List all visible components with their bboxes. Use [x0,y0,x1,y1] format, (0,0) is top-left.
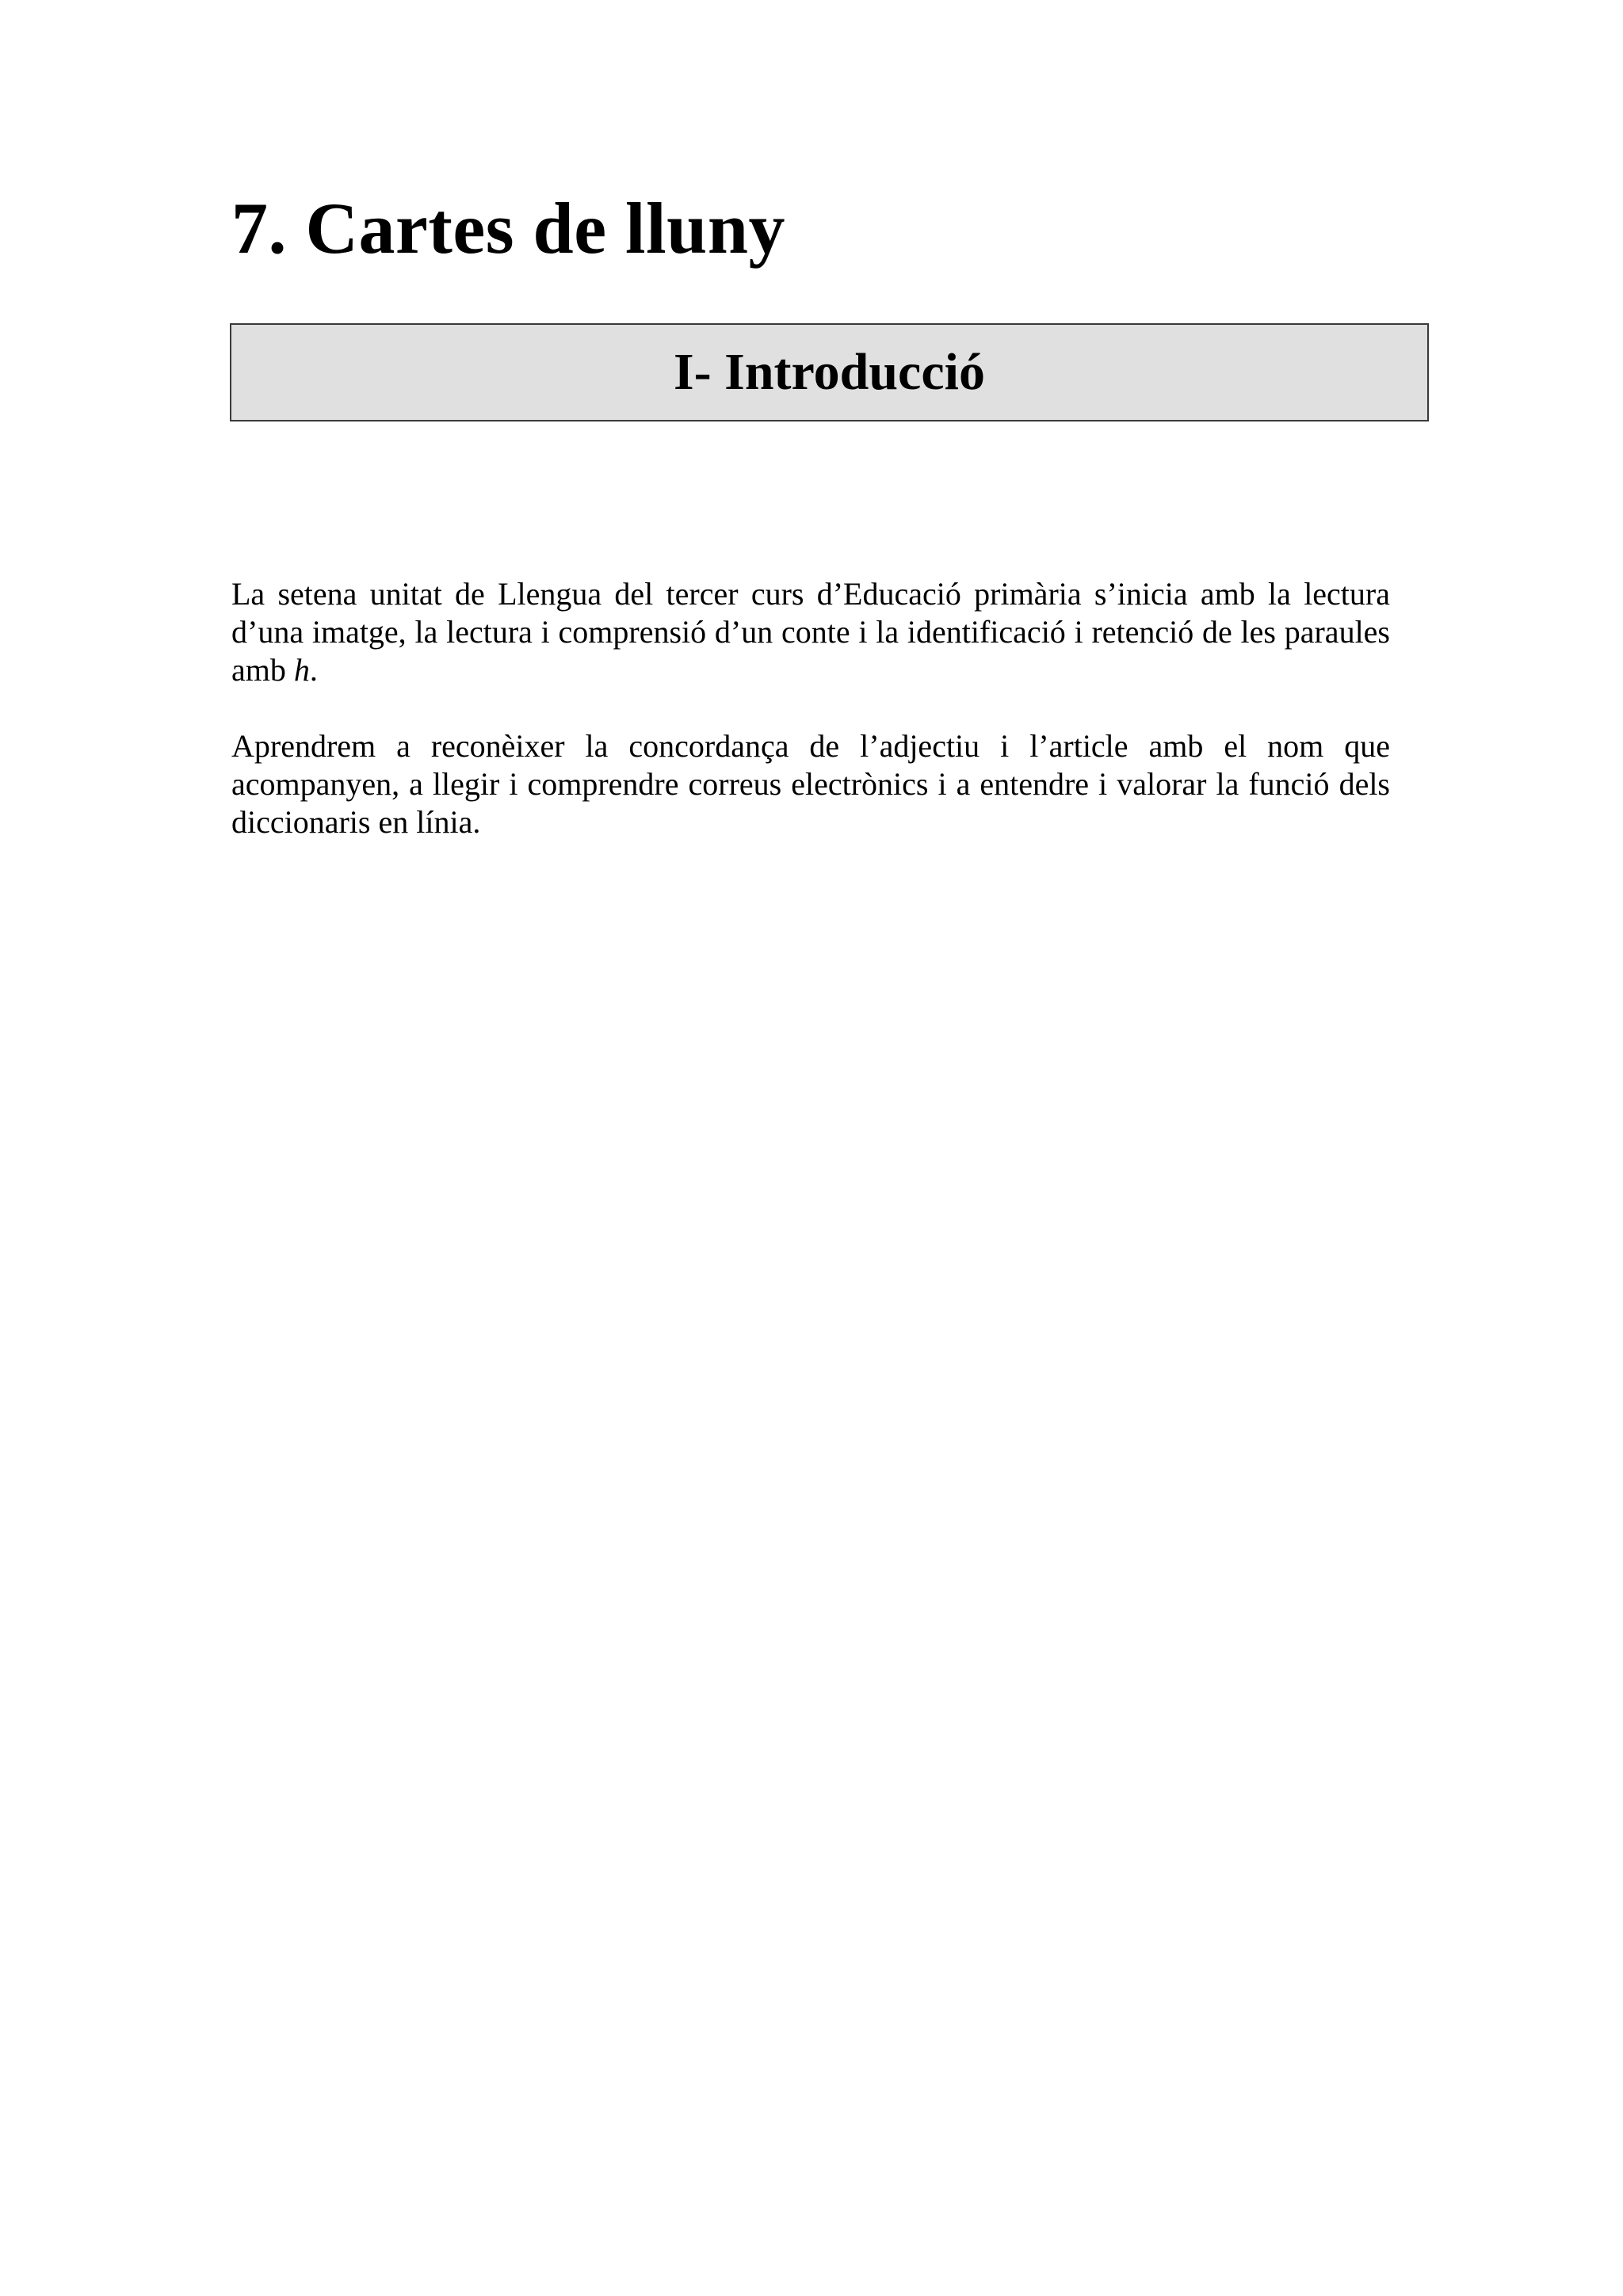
paragraph-1-end: . [309,652,318,688]
section-title: I- Introducció [674,343,985,401]
intro-paragraph-1 [231,575,1390,689]
section-header-box [230,323,1429,421]
intro-paragraph-2: Aprendrem a reconèixer la concordança de l’adjectiu i l’article amb el nom que acompanyen, a llegir i comprendre correus electrònics i a entendre i valorar la funció dels diccionaris en línia. [231,728,1390,840]
paragraph-1-text: La setena unitat de Llengua del tercer curs d’Educació primària s’inicia amb la lectura d’una imatge, la lectura i comprensió d’un conte i la identificació i retenció de les paraules amb [231,576,1390,688]
paragraph-1-italic-letter: h [293,652,310,688]
chapter-title: 7. Cartes de lluny [231,188,785,269]
